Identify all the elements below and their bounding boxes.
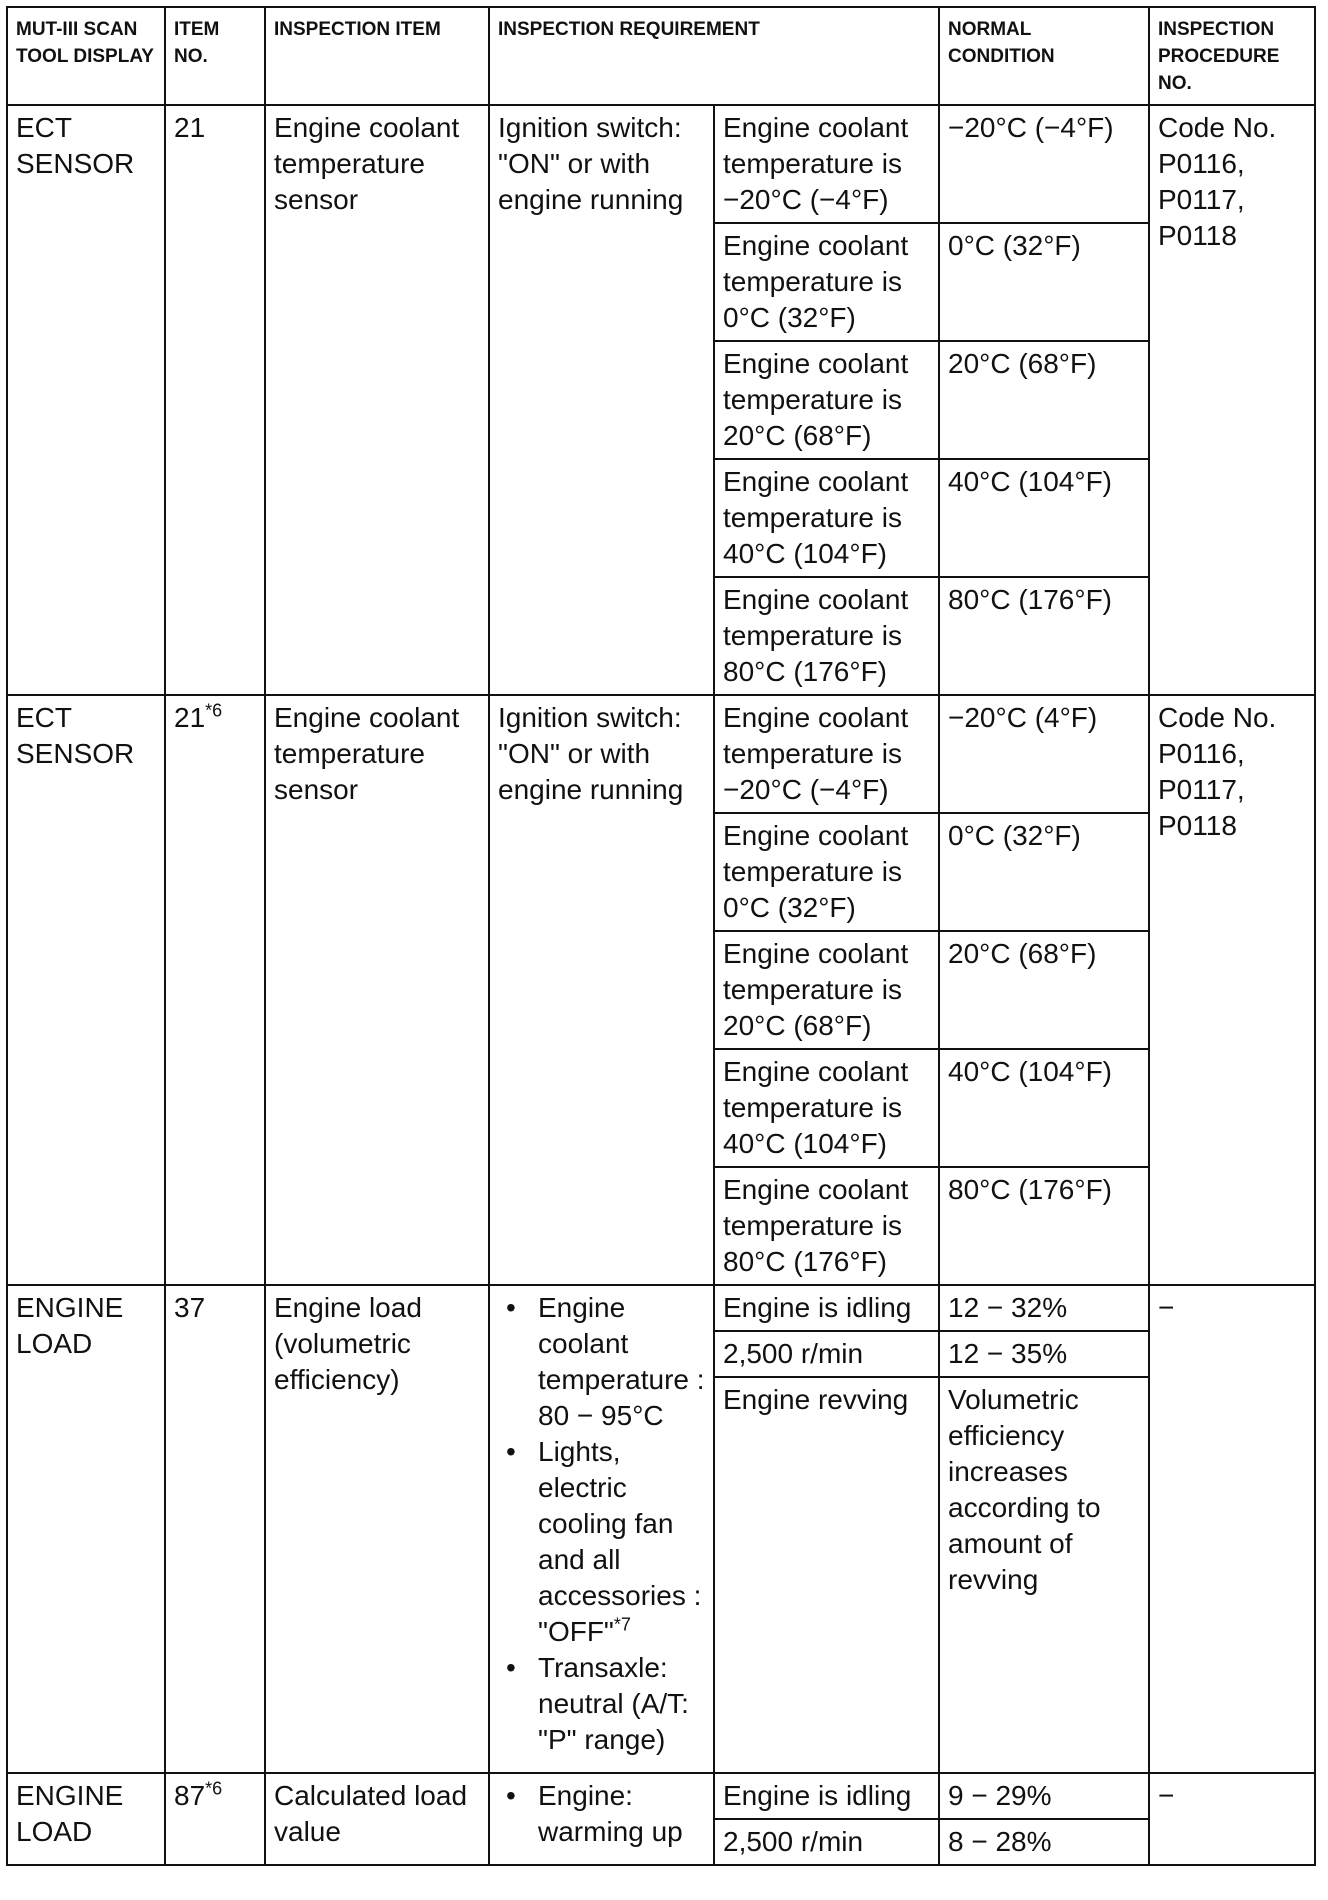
normal-cell: 9 − 29% — [939, 1773, 1149, 1819]
list-item — [498, 1290, 705, 1434]
list-item-text: Engine: warming up — [538, 1780, 683, 1847]
display-cell: ECT SENSOR — [7, 105, 165, 695]
item-no-cell — [165, 695, 265, 1285]
header-requirement: INSPECTION REQUIREMENT — [489, 7, 939, 105]
list-item — [498, 1778, 705, 1850]
item-cell: Engine coolant temperature sensor — [265, 105, 489, 695]
procedure-cell: − — [1149, 1773, 1315, 1865]
normal-cell: 40°C (104°F) — [939, 1049, 1149, 1167]
item-no-note: *6 — [205, 700, 223, 721]
table-row — [7, 105, 1315, 223]
footnote-mark: *7 — [613, 1614, 631, 1635]
condition-cell: Engine revving — [714, 1377, 939, 1773]
item-no-cell — [165, 105, 265, 695]
bullet-icon: • — [506, 1652, 516, 1683]
item-cell: Calculated load value — [265, 1773, 489, 1865]
normal-cell: 8 − 28% — [939, 1819, 1149, 1865]
inspection-table-sheet — [6, 6, 1314, 1866]
normal-cell: 0°C (32°F) — [939, 223, 1149, 341]
requirement-cell: Ignition switch: "ON" or with engine running — [489, 105, 714, 695]
requirement-list — [498, 1290, 705, 1758]
normal-cell: 0°C (32°F) — [939, 813, 1149, 931]
item-cell: Engine load (volumetric efficiency) — [265, 1285, 489, 1773]
list-item-text: Transaxle: neutral (A/T: "P" range) — [538, 1652, 689, 1755]
item-no: 87 — [174, 1780, 206, 1811]
condition-cell: 2,500 r/min — [714, 1819, 939, 1865]
inspection-table — [6, 6, 1316, 1866]
condition-cell: Engine coolant temperature is −20°C (−4°F) — [714, 105, 939, 223]
item-no: 21 — [174, 112, 206, 143]
condition-cell: Engine coolant temperature is 80°C (176°F) — [714, 1167, 939, 1285]
item-cell: Engine coolant temperature sensor — [265, 695, 489, 1285]
display-cell: ENGINE LOAD — [7, 1285, 165, 1773]
list-item-text: Engine coolant temperature : 80 − 95°C — [538, 1292, 705, 1431]
table-row — [7, 1285, 1315, 1331]
condition-cell: Engine coolant temperature is 0°C (32°F) — [714, 223, 939, 341]
header-normal: NORMAL CONDITION — [939, 7, 1149, 105]
display-cell: ECT SENSOR — [7, 695, 165, 1285]
condition-cell: 2,500 r/min — [714, 1331, 939, 1377]
condition-cell: Engine is idling — [714, 1285, 939, 1331]
condition-cell: Engine is idling — [714, 1773, 939, 1819]
requirement-list — [498, 1778, 705, 1850]
header-procedure: INSPECTION PROCEDURE NO. — [1149, 7, 1315, 105]
normal-cell: −20°C (4°F) — [939, 695, 1149, 813]
normal-cell: 80°C (176°F) — [939, 1167, 1149, 1285]
requirement-cell: Ignition switch: "ON" or with engine running — [489, 695, 714, 1285]
item-no: 37 — [174, 1292, 206, 1323]
condition-cell: Engine coolant temperature is 40°C (104°F) — [714, 1049, 939, 1167]
header-row — [7, 7, 1315, 105]
table-row — [7, 695, 1315, 813]
header-display: MUT-III SCAN TOOL DISPLAY — [7, 7, 165, 105]
normal-cell: 20°C (68°F) — [939, 931, 1149, 1049]
condition-cell: Engine coolant temperature is 0°C (32°F) — [714, 813, 939, 931]
bullet-icon: • — [506, 1780, 516, 1811]
display-cell: ENGINE LOAD — [7, 1773, 165, 1865]
requirement-cell — [489, 1773, 714, 1865]
header-item: INSPECTION ITEM — [265, 7, 489, 105]
condition-cell: Engine coolant temperature is 80°C (176°F) — [714, 577, 939, 695]
normal-cell: 40°C (104°F) — [939, 459, 1149, 577]
requirement-cell — [489, 1285, 714, 1773]
item-no-cell — [165, 1285, 265, 1773]
list-item — [498, 1434, 705, 1650]
table-row — [7, 1773, 1315, 1819]
item-no-note: *6 — [205, 1778, 223, 1799]
header-item-no: ITEM NO. — [165, 7, 265, 105]
condition-cell: Engine coolant temperature is −20°C (−4°F) — [714, 695, 939, 813]
procedure-cell: − — [1149, 1285, 1315, 1773]
condition-cell: Engine coolant temperature is 20°C (68°F) — [714, 341, 939, 459]
normal-cell: −20°C (−4°F) — [939, 105, 1149, 223]
list-item — [498, 1650, 705, 1758]
procedure-cell: Code No. P0116, P0117, P0118 — [1149, 105, 1315, 695]
normal-cell: 20°C (68°F) — [939, 341, 1149, 459]
bullet-icon: • — [506, 1292, 516, 1323]
item-no: 21 — [174, 702, 206, 733]
bullet-icon: • — [506, 1436, 516, 1467]
condition-cell: Engine coolant temperature is 20°C (68°F) — [714, 931, 939, 1049]
list-item-text: Lights, electric cooling fan and all accessories : "OFF" — [538, 1436, 702, 1647]
normal-cell: 12 − 32% — [939, 1285, 1149, 1331]
normal-cell: Volumetric efficiency increases according to amount of revving — [939, 1377, 1149, 1773]
procedure-cell: Code No. P0116, P0117, P0118 — [1149, 695, 1315, 1285]
normal-cell: 12 − 35% — [939, 1331, 1149, 1377]
condition-cell: Engine coolant temperature is 40°C (104°F) — [714, 459, 939, 577]
normal-cell: 80°C (176°F) — [939, 577, 1149, 695]
item-no-cell — [165, 1773, 265, 1865]
